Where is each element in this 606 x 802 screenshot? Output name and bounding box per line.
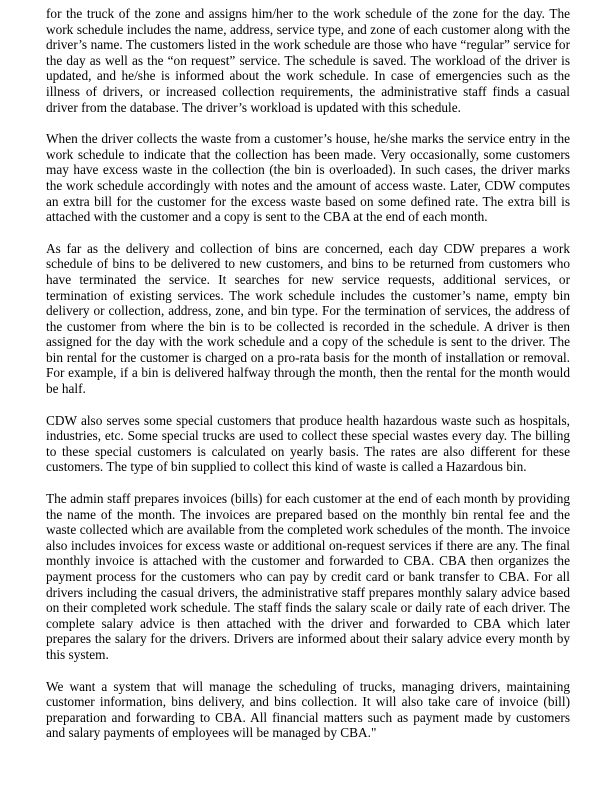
paragraph-bin-delivery: As far as the delivery and collection of bins are concerned, each day CDW prepares a work schedule of bins to be delivered to new customers, and bins to be returned from customers who have terminated the service. It searches for new service requests, additional services, or termination of existing services. The work schedule includes the customer’s name, empty bin delivery or collection, address, zone, and bin type. For the termination of services, the address of the customer from where the bin is to be collected is recorded in the schedule. A driver is then assigned for the day with the work schedule and a copy of the schedule is sent to the driver. The bin rental for the customer is charged on a pro-rata basis for the month of installation or removal. For example, if a bin is delivered halfway through the month, then the rental for the month would be half. xyxy=(46,240,570,397)
paragraph-invoices-salary: The admin staff prepares invoices (bills) for each customer at the end of each month by providing the name of the month. The invoices are prepared based on the monthly bin rental fee and the waste collected which are available from the completed work schedules of the month. The invoice also includes invoices for excess waste or additional on-request services if there are any. The final monthly invoice is attached with the customer and forwarded to CBA. CBA then organizes the payment process for the customers who can pay by credit card or bank transfer to CBA. For all drivers including the casual drivers, the administrative staff prepares monthly salary advice based on their completed work schedule. The staff finds the salary scale or daily rate of each driver. The complete salary advice is then attached with the driver and forwarded to CBA which later prepares the salary for the drivers. Drivers are informed about their salary advice every month by this system. xyxy=(46,491,570,662)
paragraph-waste-collection: When the driver collects the waste from a customer’s house, he/she marks the service entry in the work schedule to indicate that the collection has been made. Very occasionally, some customers may have excess waste in the collection (the bin is overloaded). In such cases, the driver marks the work schedule accordingly with notes and the amount of access waste. Later, CDW computes an extra bill for the customer for the excess waste based on some defined rate. The extra bill is attached with the customer and a copy is sent to the CBA at the end of each month. xyxy=(46,131,570,225)
paragraph-special-customers: CDW also serves some special customers that produce health hazardous waste such as hospitals, industries, etc. Some special trucks are used to collect these special wastes every day. The billing to these special customers is calculated on yearly basis. The rates are also different for these customers. The type of bin supplied to collect this kind of waste is called a Hazardous bin. xyxy=(46,412,570,475)
paragraph-truck-assignment: for the truck of the zone and assigns him/her to the work schedule of the zone for the day. The work schedule includes the name, address, service type, and zone of each customer along with the driver’s name. The customers listed in the work schedule are those who have “regular” service for the day as well as the “on request” service. The schedule is saved. The workload of the driver is updated, and he/she is informed about the work schedule. In case of emergencies such as the illness of drivers, or increased collection requirements, the administrative staff finds a casual driver from the database. The driver’s workload is updated with this schedule. xyxy=(46,6,570,115)
paragraph-system-requirements: We want a system that will manage the scheduling of trucks, managing drivers, maintaining customer information, bins delivery, and bins collection. It will also take care of invoice (bill) preparation and forwarding to CBA. All financial matters such as payment made by customers and salary payments of employees will be managed by CBA." xyxy=(46,678,570,741)
document-page xyxy=(46,6,570,757)
